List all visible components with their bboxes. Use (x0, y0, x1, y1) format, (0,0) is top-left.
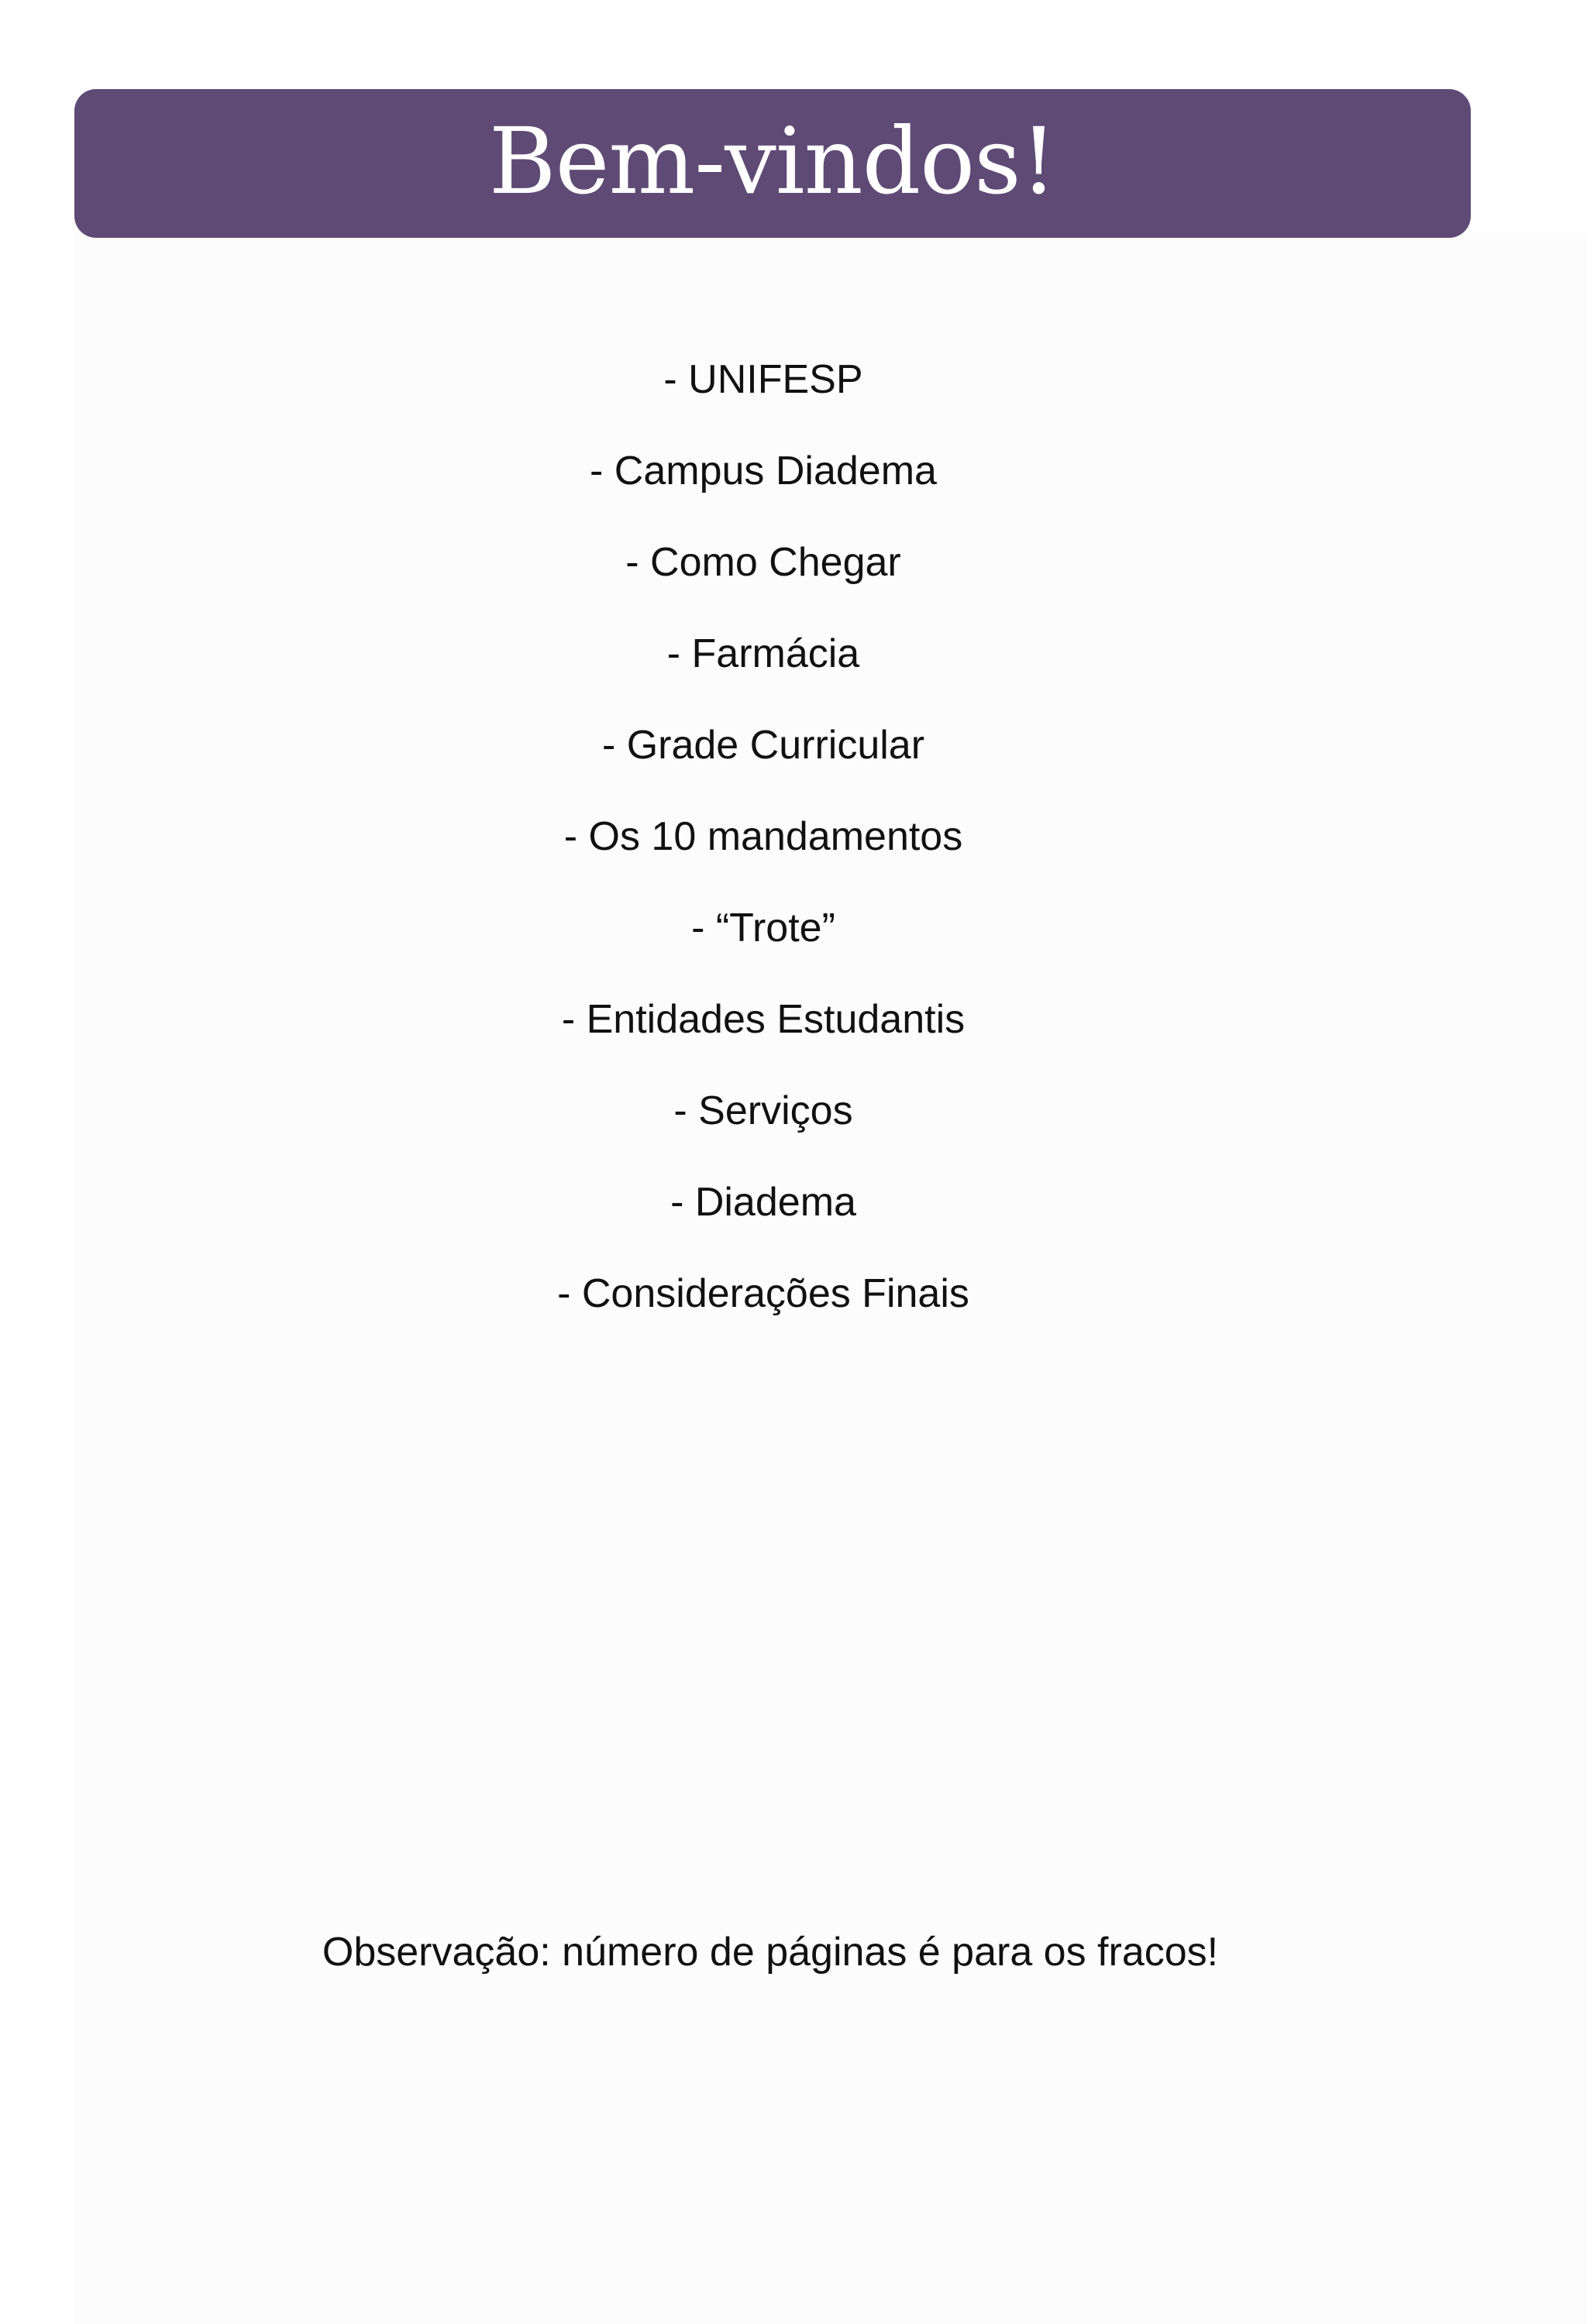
toc-item-servicos: - Serviços (673, 1088, 853, 1133)
toc-item-farmacia: - Farmácia (666, 631, 860, 676)
title-banner (74, 89, 1471, 238)
toc-item-trote: - “Trote” (691, 906, 835, 951)
toc-item-campus-diadema: - Campus Diadema (590, 449, 937, 493)
table-of-contents (0, 350, 1527, 1356)
toc-item-mandamentos: - Os 10 mandamentos (563, 814, 963, 859)
toc-item-unifesp: - UNIFESP (663, 357, 863, 402)
toc-item-entidades: - Entidades Estudantis (561, 997, 966, 1042)
page-title: Bem-vindos! (488, 108, 1057, 215)
toc-item-como-chegar: - Como Chegar (625, 540, 901, 585)
toc-item-consideracoes: - Considerações Finais (557, 1271, 969, 1316)
toc-item-grade-curricular: - Grade Curricular (601, 723, 925, 768)
footer-note: Observação: número de páginas é para os fracos! (322, 1930, 1219, 1975)
toc-item-diadema: - Diadema (670, 1180, 856, 1225)
